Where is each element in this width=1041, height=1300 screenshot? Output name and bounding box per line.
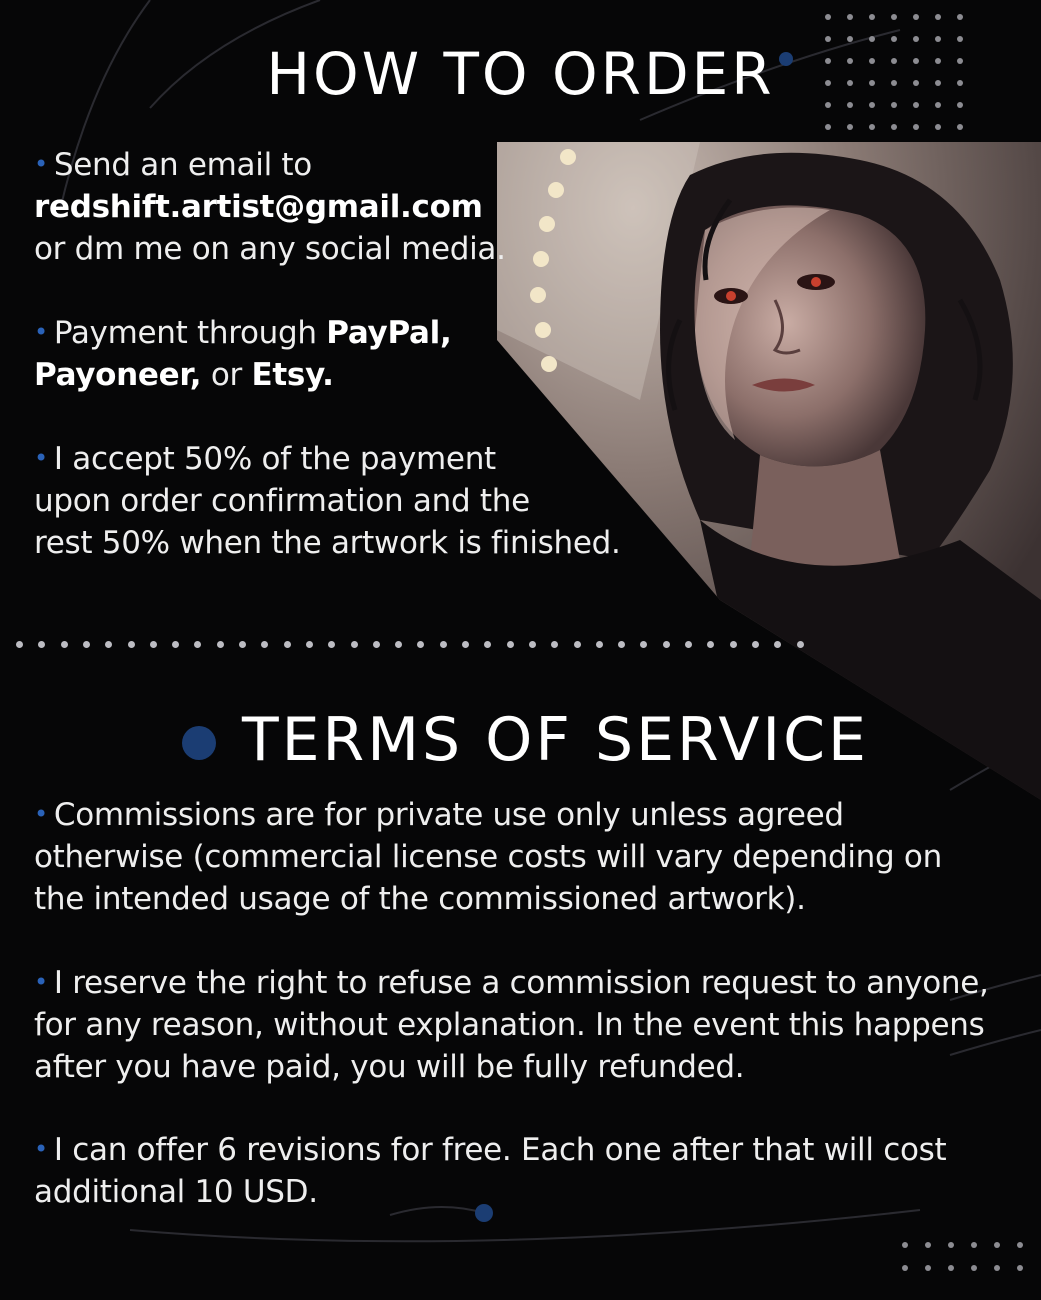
decor-dot bbox=[925, 1242, 931, 1248]
decor-dot bbox=[925, 1265, 931, 1271]
decor-dot bbox=[971, 1265, 977, 1271]
terms-item-revisions: • I can offer 6 revisions for free. Each one after that will cost additional 10 USD. bbox=[34, 1132, 947, 1210]
terms-of-service-title: TERMS OF SERVICE bbox=[242, 705, 869, 775]
decor-dot bbox=[663, 641, 670, 648]
decor-dot bbox=[869, 124, 875, 130]
decor-dot bbox=[891, 14, 897, 20]
decor-dot bbox=[847, 14, 853, 20]
decor-dot bbox=[128, 641, 135, 648]
decor-dot bbox=[994, 1265, 1000, 1271]
decor-dot bbox=[994, 1242, 1000, 1248]
decor-dot bbox=[61, 641, 68, 648]
decor-dot bbox=[507, 641, 514, 648]
decor-dot bbox=[913, 124, 919, 130]
decor-dot bbox=[797, 641, 804, 648]
decor-dot bbox=[730, 641, 737, 648]
order-item-deposit: • I accept 50% of the payment upon order confirmation and the rest 50% when the artwork is finished. bbox=[34, 441, 621, 561]
decor-dot bbox=[957, 14, 963, 20]
decor-dot bbox=[373, 641, 380, 648]
decor-dot bbox=[935, 124, 941, 130]
decor-dot bbox=[902, 1265, 908, 1271]
decor-dot bbox=[351, 641, 358, 648]
decor-dot bbox=[217, 641, 224, 648]
terms-item-refuse-right: • I reserve the right to refuse a commission request to anyone, for any reason, without explanation. In the event this happens after you have paid, you will be fully refunded. bbox=[34, 965, 989, 1085]
decor-dot bbox=[891, 124, 897, 130]
decor-dot bbox=[150, 641, 157, 648]
decor-dot bbox=[685, 641, 692, 648]
decor-dot bbox=[935, 14, 941, 20]
decor-dot bbox=[948, 1242, 954, 1248]
terms-item-private-use: • Commissions are for private use only unless agreed otherwise (commercial license costs will vary depending on the intended usage of the commissioned artwork). bbox=[34, 797, 942, 917]
terms-title-dot bbox=[182, 726, 216, 760]
decor-dot bbox=[596, 641, 603, 648]
order-item-payment: • Payment through PayPal, Payoneer, or Etsy. bbox=[34, 315, 452, 393]
decor-dot bbox=[948, 1265, 954, 1271]
decor-dot bbox=[752, 641, 759, 648]
decor-dot bbox=[574, 641, 581, 648]
decor-dot bbox=[16, 641, 23, 648]
email-address: redshift.artist@gmail.com bbox=[34, 189, 483, 225]
decor-dot bbox=[306, 641, 313, 648]
decor-dot bbox=[462, 641, 469, 648]
decor-dot bbox=[869, 14, 875, 20]
decor-dot bbox=[1017, 1242, 1023, 1248]
decor-dot bbox=[913, 14, 919, 20]
decor-dot bbox=[239, 641, 246, 648]
decor-dot bbox=[957, 124, 963, 130]
decor-dot bbox=[284, 641, 291, 648]
decor-dot bbox=[440, 641, 447, 648]
decor-dot bbox=[825, 124, 831, 130]
decor-dot bbox=[529, 641, 536, 648]
decor-dot bbox=[847, 124, 853, 130]
decor-dot bbox=[902, 1242, 908, 1248]
decor-dot bbox=[825, 14, 831, 20]
order-item-email: • Send an email to redshift.artist@gmail.com or dm me on any social media. bbox=[34, 147, 506, 267]
decor-dot bbox=[971, 1242, 977, 1248]
how-to-order-title: HOW TO ORDER bbox=[266, 40, 775, 108]
decor-dot bbox=[1017, 1265, 1023, 1271]
decor-dot bbox=[83, 641, 90, 648]
